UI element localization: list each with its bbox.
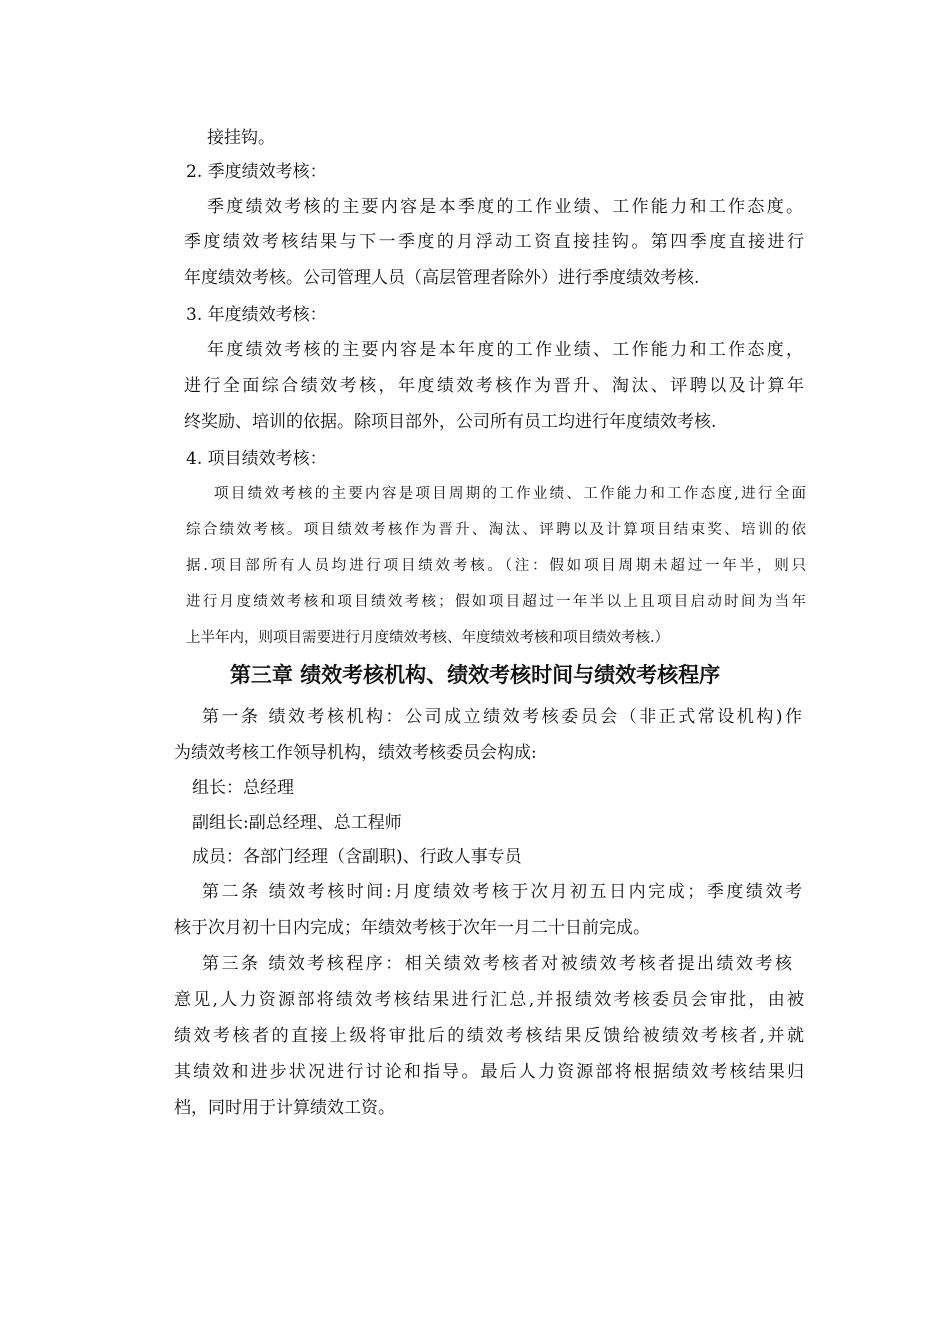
- article3-line-5: 档，同时用于计算绩效工资。: [174, 1098, 395, 1118]
- quarterly-line-1: 季度绩效考核的主要内容是本季度的工作业绩、工作能力和工作态度。: [207, 197, 803, 217]
- article3-line-2: 意见,人力资源部将绩效考核结果进行汇总,并报绩效考核委员会审批，由被: [174, 990, 804, 1010]
- article2-line-2: 核于次月初十日内完成；年绩效考核于次年一月二十日前完成。: [174, 918, 650, 938]
- article3-line-3: 绩效考核者的直接上级将审批后的绩效考核结果反馈给被绩效考核者,并就: [174, 1026, 804, 1046]
- paragraph-tail: 接挂钩。: [207, 128, 275, 148]
- project-line-1: 项目绩效考核的主要内容是项目周期的工作业绩、工作能力和工作态度,进行全面: [214, 486, 806, 502]
- member-leader: 组长：总经理: [192, 778, 294, 798]
- project-line-4: 进行月度绩效考核和项目绩效考核；假如项目超过一年半以上且项目启动时间为当年: [186, 594, 806, 610]
- article2-line-1: 第二条 绩效考核时间:月度绩效考核于次月初五日内完成；季度绩效考: [202, 882, 802, 902]
- member-members: 成员：各部门经理（含副职)、行政人事专员: [192, 847, 522, 867]
- project-line-3: 据.项目部所有人员均进行项目绩效考核。（注：假如项目周期未超过一年半，则只: [186, 558, 806, 574]
- annual-line-3: 终奖励、培训的依据。除项目部外，公司所有员工均进行年度绩效考核.: [184, 412, 717, 432]
- article3-line-1: 第三条 绩效考核程序：相关绩效考核者对被绩效考核者提出绩效考核: [202, 954, 792, 974]
- annual-line-2: 进行全面综合绩效考核，年度绩效考核作为晋升、淘汰、评聘以及计算年: [184, 376, 804, 396]
- section-heading-annual: 3. 年度绩效考核：: [186, 305, 327, 325]
- project-line-5: 上半年内，则项目需要进行月度绩效考核、年度绩效考核和项目绩效考核.）: [186, 630, 670, 646]
- annual-line-1: 年度绩效考核的主要内容是本年度的工作业绩、工作能力和工作态度，: [207, 340, 803, 360]
- article3-line-4: 其绩效和进步状况进行讨论和指导。最后人力资源部将根据绩效考核结果归: [174, 1062, 804, 1082]
- quarterly-line-3: 年度绩效考核。公司管理人员（高层管理者除外）进行季度绩效考核.: [184, 268, 700, 288]
- article1-line-2: 为绩效考核工作领导机构，绩效考核委员会构成:: [174, 743, 537, 763]
- chapter-title: 第三章 绩效考核机构、绩效考核时间与绩效考核程序: [229, 663, 721, 687]
- article1-line-1: 第一条 绩效考核机构：公司成立绩效考核委员会（非正式常设机构)作: [202, 707, 802, 727]
- section-heading-quarterly: 2. 季度绩效考核：: [186, 162, 327, 182]
- quarterly-line-2: 季度绩效考核结果与下一季度的月浮动工资直接挂钩。第四季度直接进行: [184, 232, 804, 252]
- member-deputy-leader: 副组长:副总经理、总工程师: [192, 813, 402, 833]
- project-line-2: 综合绩效考核。项目绩效考核作为晋升、淘汰、评聘以及计算项目结束奖、培训的依: [186, 522, 806, 538]
- section-heading-project: 4. 项目绩效考核：: [186, 449, 327, 469]
